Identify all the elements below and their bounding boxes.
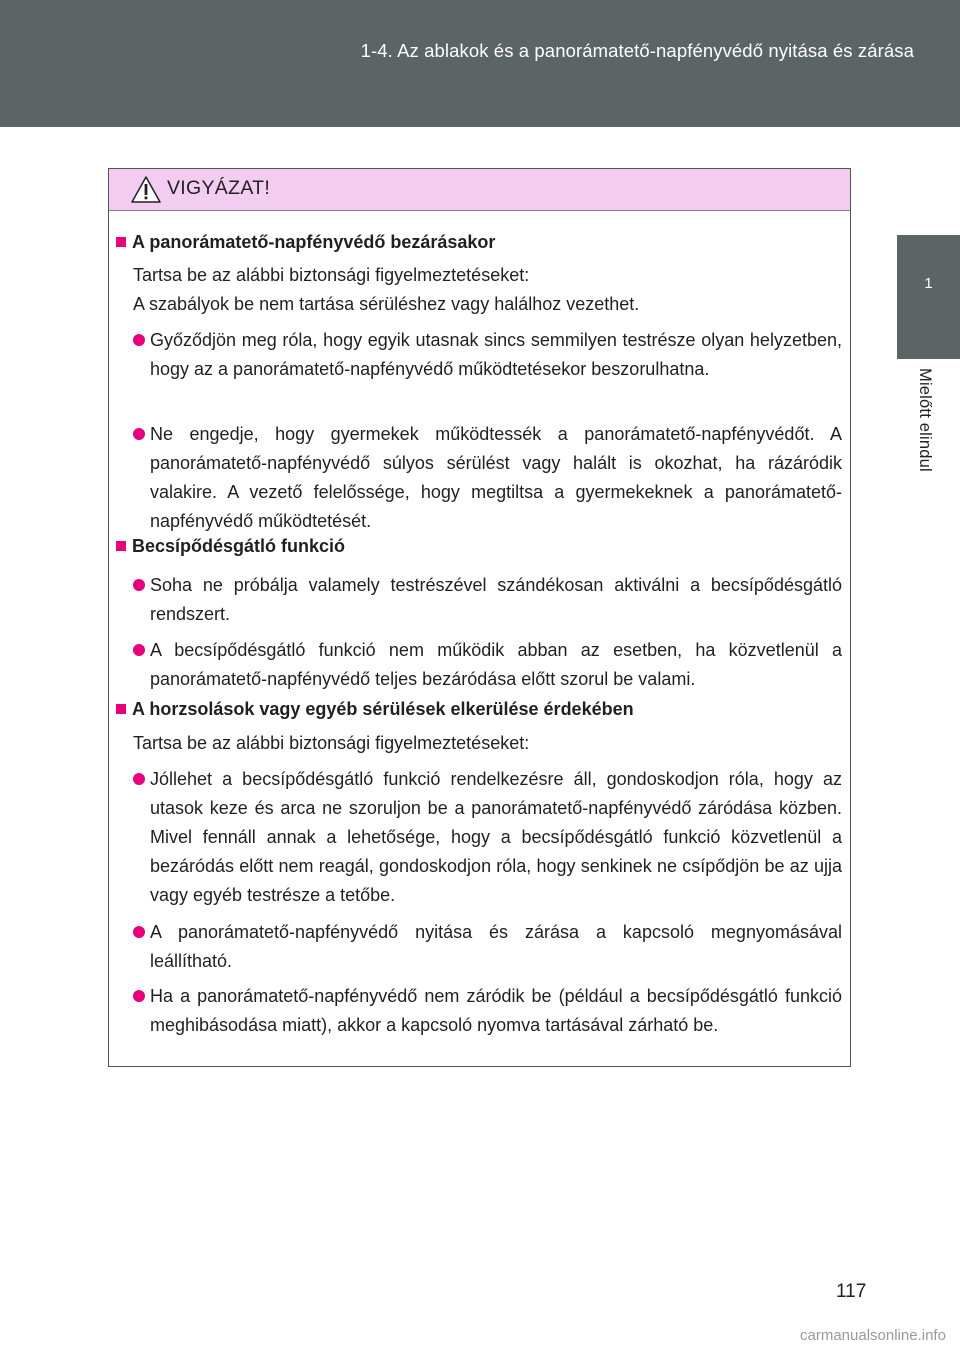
chapter-tab bbox=[897, 235, 960, 359]
circle-bullet-icon bbox=[133, 990, 145, 1002]
chapter-label: Mielőtt elindul bbox=[916, 368, 934, 472]
section-heading: Becsípődésgátló funkció bbox=[116, 536, 345, 557]
list-item: A becsípődésgátló funkció nem működik abban az esetben, ha közvetlenül a panorámatető-napfényvédő teljes bezáródása előtt szorul be valami. bbox=[133, 636, 842, 694]
list-item: Jóllehet a becsípődésgátló funkció rendelkezésre áll, gondoskodjon róla, hogy az utasok keze és arca ne szoruljon be a panorámatető-napfényvédő záródása közben. Mivel fennáll annak a lehetősége, hogy a becsípődésgátló funkció közvetlenül a bezáródás előtt nem reagál, gondoskodjon róla, hogy senkinek ne csípődjön be az ujja vagy egyéb testrésze a tetőbe. bbox=[133, 765, 842, 910]
list-item: Soha ne próbálja valamely testrészével szándékosan aktiválni a becsípődésgátló rendszert. bbox=[133, 571, 842, 629]
section-intro: Tartsa be az alábbi biztonsági figyelmeztetéseket: A szabályok be nem tartása sérüléshez vagy halálhoz vezethet. bbox=[133, 265, 640, 314]
header-band bbox=[0, 0, 960, 127]
circle-bullet-icon bbox=[133, 773, 145, 785]
chapter-number: 1 bbox=[924, 275, 933, 292]
warning-header bbox=[109, 169, 850, 211]
square-bullet-icon bbox=[116, 541, 126, 551]
warning-box bbox=[108, 168, 851, 1067]
circle-bullet-icon bbox=[133, 644, 145, 656]
list-item: Győződjön meg róla, hogy egyik utasnak sincs semmilyen testrésze olyan helyzetben, hogy az a panorámatető-napfényvédő működtetésekor beszorulhatna. bbox=[133, 326, 842, 384]
circle-bullet-icon bbox=[133, 334, 145, 346]
list-item: A panorámatető-napfényvédő nyitása és zárása a kapcsoló megnyomásával leállítható. bbox=[133, 918, 842, 976]
square-bullet-icon bbox=[116, 704, 126, 714]
watermark: carmanualsonline.info bbox=[800, 1327, 946, 1344]
list-item: Ne engedje, hogy gyermekek működtessék a panorámatető-napfényvédőt. A panorámatető-napfényvédő súlyos sérülést vagy halált is okozhat, ha rázáródik valakire. A vezető felelőssége, hogy megtiltsa a gyermekeknek a panorámatető-napfényvédő működtetését. bbox=[133, 420, 842, 536]
circle-bullet-icon bbox=[133, 579, 145, 591]
section-heading: A horzsolások vagy egyéb sérülések elkerülése érdekében bbox=[116, 699, 634, 720]
section-heading: A panorámatető-napfényvédő bezárásakor bbox=[116, 232, 495, 253]
warning-title: VIGYÁZAT! bbox=[167, 177, 271, 199]
chapter-title: 1-4. Az ablakok és a panorámatető-napfényvédő nyitása és zárása bbox=[360, 40, 914, 61]
page-number: 117 bbox=[836, 1281, 867, 1302]
section-intro: Tartsa be az alábbi biztonsági figyelmeztetéseket: bbox=[133, 733, 530, 753]
circle-bullet-icon bbox=[133, 428, 145, 440]
list-item: Ha a panorámatető-napfényvédő nem záródik be (például a becsípődésgátló funkció meghibásodása miatt), akkor a kapcsoló nyomva tartásával zárható be. bbox=[133, 982, 842, 1040]
square-bullet-icon bbox=[116, 237, 126, 247]
circle-bullet-icon bbox=[133, 926, 145, 938]
warning-triangle-icon bbox=[131, 176, 161, 203]
